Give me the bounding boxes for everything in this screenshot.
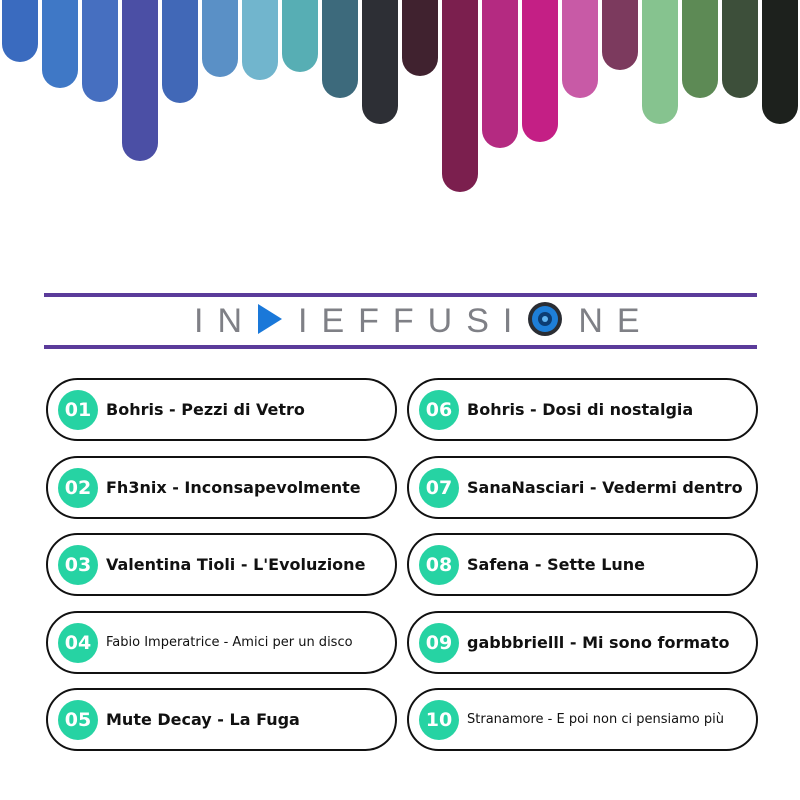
track-item[interactable] <box>46 533 397 596</box>
equalizer-bar <box>282 0 318 72</box>
equalizer-bar <box>242 0 278 80</box>
equalizer-bars-decoration <box>0 0 800 200</box>
track-number-badge: 02 <box>58 468 98 508</box>
equalizer-bar <box>482 0 518 148</box>
track-title: Fabio Imperatrice - Amici per un disco <box>106 635 353 650</box>
track-number-badge: 01 <box>58 390 98 430</box>
equalizer-bar <box>562 0 598 98</box>
logo-banner <box>44 293 757 349</box>
track-title: Safena - Sette Lune <box>467 555 646 574</box>
track-number-badge: 09 <box>419 623 459 663</box>
equalizer-bar <box>202 0 238 77</box>
track-title: Mute Decay - La Fuga <box>106 710 300 729</box>
track-item[interactable] <box>46 688 397 751</box>
equalizer-bar <box>642 0 678 124</box>
logo-text-part-2: IEFFUSI <box>298 302 527 340</box>
equalizer-bar <box>602 0 638 70</box>
equalizer-bar <box>402 0 438 76</box>
logo-text-part-1: IN <box>194 302 256 340</box>
equalizer-bar <box>522 0 558 142</box>
indieffusione-logo <box>194 301 654 341</box>
track-number-badge: 05 <box>58 700 98 740</box>
equalizer-bar <box>722 0 758 98</box>
track-item[interactable] <box>407 378 758 441</box>
track-item[interactable] <box>46 378 397 441</box>
track-title: gabbbrielll - Mi sono formato <box>467 633 730 652</box>
track-item[interactable] <box>46 611 397 674</box>
track-title: Bohris - Pezzi di Vetro <box>106 400 305 419</box>
speaker-icon <box>526 300 564 342</box>
track-title: Valentina Tioli - L'Evoluzione <box>106 555 366 574</box>
track-item[interactable] <box>407 533 758 596</box>
equalizer-bar <box>682 0 718 98</box>
track-item[interactable] <box>407 456 758 519</box>
equalizer-bar <box>362 0 398 124</box>
equalizer-bar <box>442 0 478 192</box>
track-item[interactable] <box>407 688 758 751</box>
equalizer-bar <box>162 0 198 103</box>
equalizer-bars-graphic <box>0 0 800 200</box>
equalizer-bar <box>122 0 158 161</box>
equalizer-bar <box>762 0 798 124</box>
equalizer-bar <box>42 0 78 88</box>
equalizer-bar <box>2 0 38 62</box>
track-title: Stranamore - E poi non ci pensiamo più <box>467 712 724 727</box>
track-number-badge: 03 <box>58 545 98 585</box>
track-title: Fh3nix - Inconsapevolmente <box>106 478 361 497</box>
track-number-badge: 10 <box>419 700 459 740</box>
equalizer-bar <box>82 0 118 102</box>
equalizer-bar <box>322 0 358 98</box>
track-number-badge: 08 <box>419 545 459 585</box>
play-icon <box>256 302 284 340</box>
track-item[interactable] <box>407 611 758 674</box>
track-item[interactable] <box>46 456 397 519</box>
track-title: SanaNasciari - Vedermi dentro <box>467 478 743 497</box>
track-title: Bohris - Dosi di nostalgia <box>467 400 694 419</box>
track-number-badge: 07 <box>419 468 459 508</box>
logo-text-part-3: NE <box>578 302 654 340</box>
track-number-badge: 04 <box>58 623 98 663</box>
track-number-badge: 06 <box>419 390 459 430</box>
